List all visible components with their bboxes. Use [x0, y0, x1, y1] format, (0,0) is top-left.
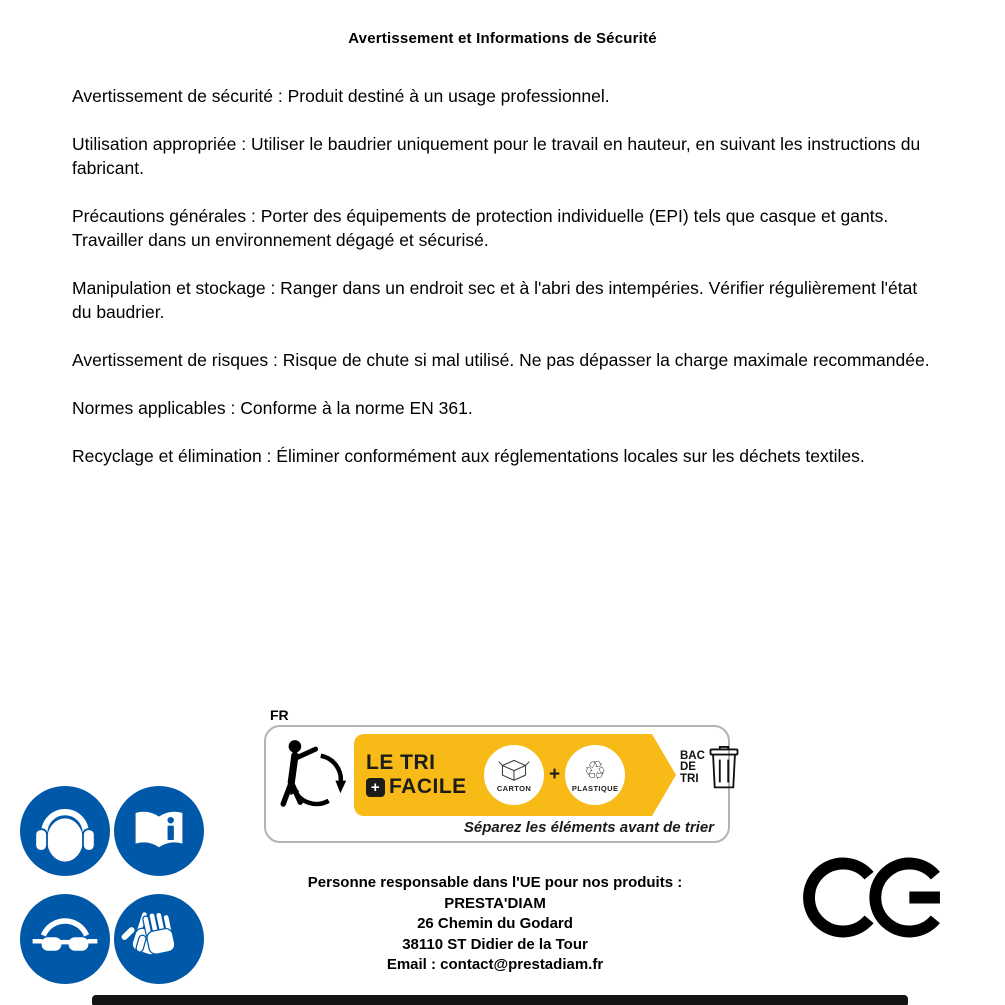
triman-icon	[276, 736, 348, 818]
tri-yellow-band	[354, 734, 652, 816]
plus-icon: +	[366, 778, 385, 797]
mandatory-ppe-icons	[20, 786, 204, 984]
trash-bin-icon	[708, 745, 740, 791]
tri-title-line2: FACILE	[389, 775, 467, 798]
company-name: PRESTA'DIAM	[444, 894, 546, 912]
safety-paragraph: Avertissement de risques : Risque de chute si mal utilisé. Ne pas dépasser la charge maximale recommandée.	[72, 350, 930, 370]
address-line-2: 38110 ST Didier de la Tour	[402, 935, 588, 953]
address-line-1: 26 Chemin du Godard	[417, 915, 573, 932]
tri-facile-label	[264, 725, 730, 843]
sorting-bin-block	[680, 745, 740, 791]
plus-separator: +	[549, 764, 561, 785]
plastic-recycle-icon: ♲	[583, 755, 607, 785]
carton-label: CARTON	[496, 784, 532, 793]
carton-box-icon	[498, 757, 530, 783]
responsible-block	[255, 873, 735, 976]
read-manual-icon	[114, 786, 204, 876]
safety-paragraph: Normes applicables : Conforme à la norme EN 361.	[72, 398, 473, 418]
yellow-arrow	[652, 734, 676, 816]
eye-protection-icon	[20, 894, 110, 984]
safety-paragraphs	[72, 84, 940, 492]
ce-mark-icon	[802, 855, 947, 940]
sort-caption: Séparez les éléments avant de trier	[463, 819, 714, 836]
tri-title-line1: LE TRI	[366, 751, 436, 774]
hand-protection-icon	[114, 894, 204, 984]
safety-paragraph: Manipulation et stockage : Ranger dans un endroit sec et à l'abri des intempéries. Vérifier régulièrement l'état du baudrier.	[72, 278, 918, 322]
plastique-material-badge	[565, 745, 625, 805]
fr-country-label: FR	[270, 707, 289, 723]
safety-paragraph: Utilisation appropriée : Utiliser le baudrier uniquement pour le travail en hauteur, en suivant les instructions du fabricant.	[72, 134, 921, 178]
responsible-intro: Personne responsable dans l'UE pour nos produits :	[307, 874, 683, 891]
safety-paragraph: Avertissement de sécurité : Produit destiné à un usage professionnel.	[72, 86, 610, 106]
ear-protection-icon	[20, 786, 110, 876]
carton-material-badge	[484, 745, 544, 805]
plastique-label: PLASTIQUE	[571, 783, 619, 793]
bin-label: BAC DE TRI	[680, 749, 705, 785]
recycling-label-area	[264, 707, 730, 843]
footer-bar	[92, 995, 908, 1005]
safety-paragraph: Précautions générales : Porter des équipements de protection individuelle (EPI) tels que casque et gants. Travailler dans un environnement dégagé et sécurisé.	[72, 206, 889, 250]
tri-label-title	[366, 751, 484, 799]
safety-paragraph: Recyclage et élimination : Éliminer conformément aux réglementations locales sur les déchets textiles.	[72, 446, 865, 466]
page-title: Avertissement et Informations de Sécurité	[348, 30, 657, 47]
email-line: Email : contact@prestadiam.fr	[386, 956, 604, 973]
